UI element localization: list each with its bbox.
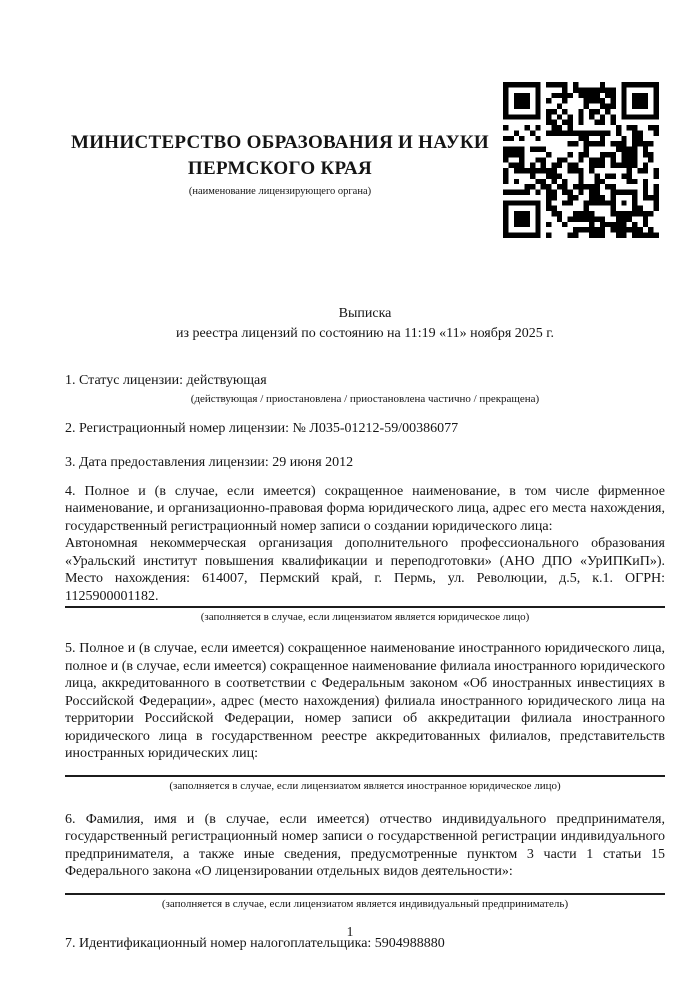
title-line2: из реестра лицензий по состоянию на 11:19 «11» ноября 2025 г. <box>176 326 554 341</box>
individual-entrepreneur-caption: (заполняется в случае, если лицензиатом является индивидуальный предприниматель) <box>161 897 569 910</box>
legal-entity-caption: (заполняется в случае, если лицензиатом является юридическое лицо) <box>200 611 530 623</box>
title-line1: Выписка <box>338 306 392 321</box>
blank-field-line <box>65 893 665 895</box>
license-status-caption: (действующая / приостановлена / приостановлена частично / прекращена) <box>190 392 540 405</box>
license-status-text: 1. Статус лицензии: действующая <box>65 373 267 388</box>
legal-entity-label: 4. Полное и (в случае, если имеется) сокращенное наименование, в том числе фирменное наименование, и организационно-правовая форма юридического лица, адрес его места нахождения, государственный регистрационный номер записи о создании юридического лица: <box>65 483 665 534</box>
licensing-authority-caption: (наименование лицензирующего органа) <box>188 186 372 197</box>
licensing-authority-header <box>65 130 495 198</box>
page-content <box>0 130 700 952</box>
grant-date-text: 3. Дата предоставления лицензии: 29 июня 2012 <box>65 455 354 470</box>
foreign-entity-label: 5. Полное и (в случае, если имеется) сокращенное наименование иностранного юридического лица, полное и (в случае, если имеется) сокращенное наименование филиала иностранного юридического лица, аккредитованного в соответствии с Федеральным законом «Об иностранных инвестициях в Российской Федерации», адрес (место нахождения) филиала иностранного юридического лица на территории Российской Федерации, номер записи об аккредитации филиала иностранного юридического лица в государственном реестре аккредитованных филиалов, представительств иностранных юридических лиц: <box>65 641 665 761</box>
page-number: 1 <box>346 924 354 939</box>
item-individual-entrepreneur <box>65 811 665 911</box>
legal-entity-value: Автономная некоммерческая организация дополнительного профессионального образования «Уральский институт повышения квалификации и переподготовки» (АНО ДПО «УрИПКиП»). Место нахождения: 614007, Пермский край, г. Пермь, ул. Революции, д.5, к.1. ОГРН: 1125900001182. <box>65 536 665 604</box>
item-foreign-entity <box>65 640 665 793</box>
foreign-entity-caption: (заполняется в случае, если лицензиатом является иностранное юридическое лицо) <box>169 779 561 792</box>
ministry-name-line2: ПЕРМСКОГО КРАЯ <box>187 158 373 179</box>
ministry-name-line1: МИНИСТЕРСТВО ОБРАЗОВАНИЯ И НАУКИ <box>70 132 490 153</box>
individual-entrepreneur-label: 6. Фамилия, имя и (в случае, если имеется) отчество индивидуального предпринимателя, государственный регистрационный номер записи о государственной регистрации индивидуального предпринимателя, а также иные сведения, предусмотренные пунктом 3 части 1 статьи 15 Федерального закона «О лицензировании отдельных видов деятельности»: <box>65 811 665 879</box>
qr-code-icon <box>502 82 660 238</box>
item-legal-entity <box>65 483 665 625</box>
item-license-status <box>65 372 665 406</box>
blank-field-line <box>65 775 665 777</box>
item-grant-date <box>65 454 665 472</box>
registration-number-text: 2. Регистрационный номер лицензии: № Л035-01212-59/00386077 <box>65 420 459 436</box>
document-title <box>65 304 665 344</box>
taxpayer-number-text: 7. Идентификационный номер налогоплательщика: 5904988880 <box>65 935 445 951</box>
blank-field-line <box>65 606 665 608</box>
item-registration-number <box>65 420 665 438</box>
